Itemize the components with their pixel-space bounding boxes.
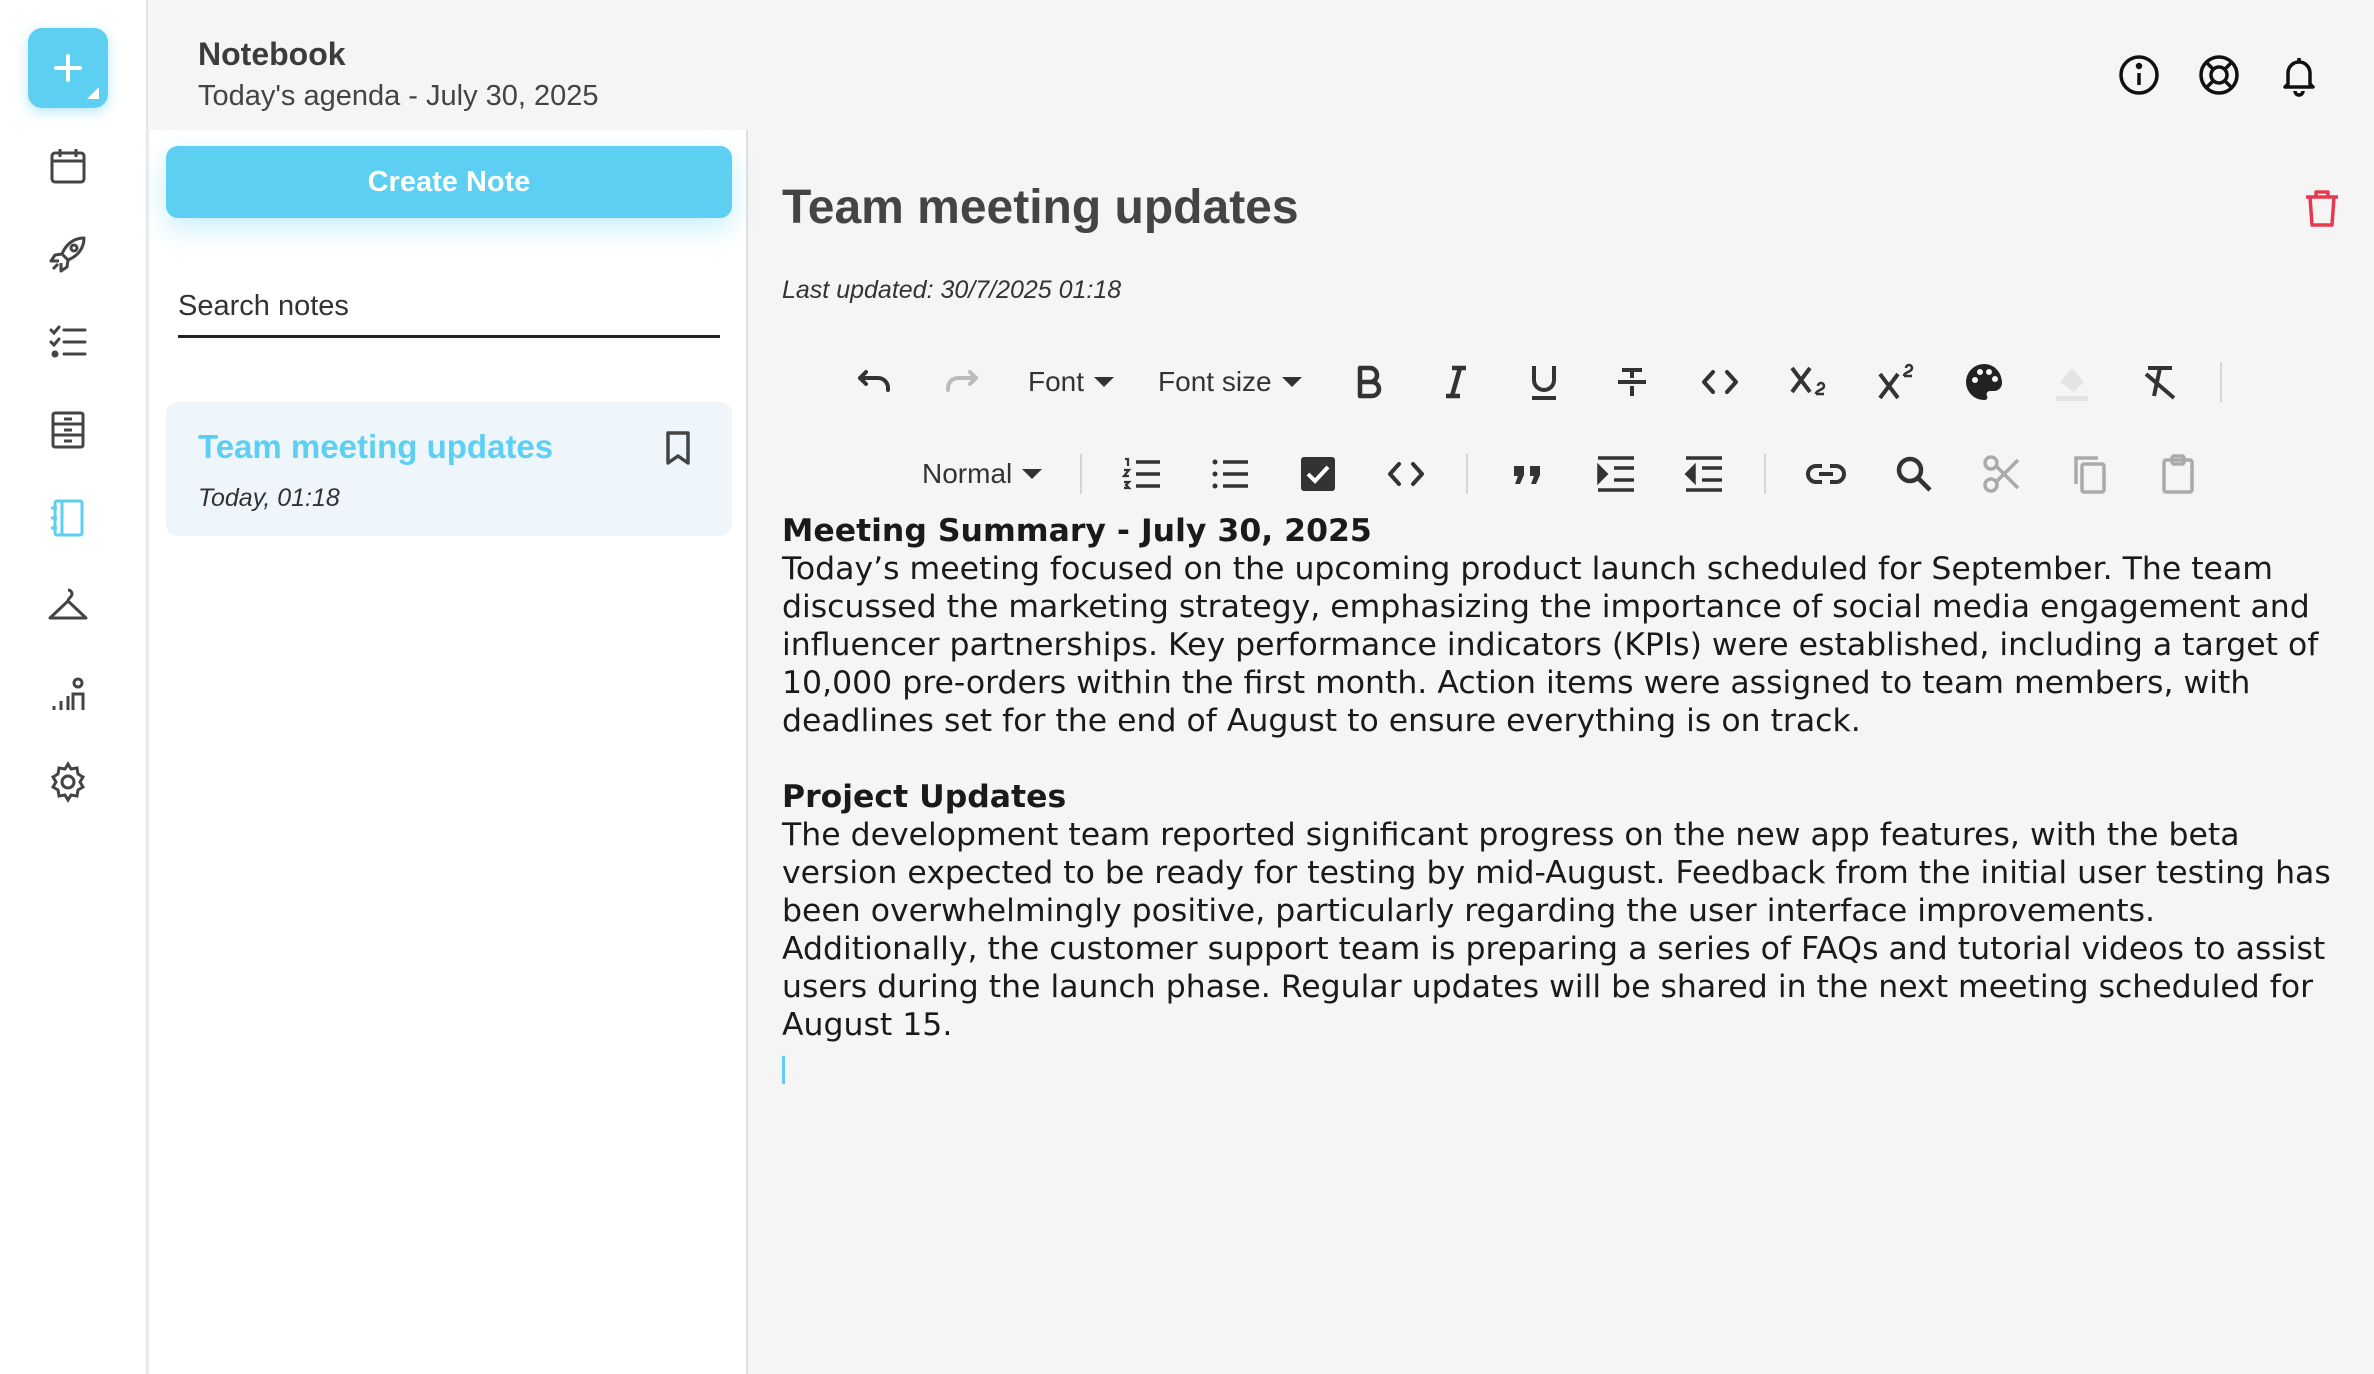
bookmark-icon[interactable] bbox=[658, 428, 698, 468]
underline-icon bbox=[1522, 360, 1566, 404]
chevron-down-icon bbox=[1282, 377, 1302, 387]
note-list-item[interactable] bbox=[166, 402, 732, 536]
bold-icon bbox=[1346, 360, 1390, 404]
note-item-time: Today, 01:18 bbox=[198, 484, 340, 512]
find-button[interactable] bbox=[1884, 444, 1944, 504]
chevron-down-icon bbox=[1094, 377, 1114, 387]
rail-item-settings[interactable] bbox=[40, 754, 96, 810]
notebook-icon bbox=[46, 496, 90, 540]
checklist-button[interactable] bbox=[1288, 444, 1348, 504]
quote-icon bbox=[1506, 452, 1550, 496]
search-input[interactable] bbox=[178, 278, 720, 335]
text-color-button[interactable] bbox=[1954, 352, 2014, 412]
copy-button[interactable] bbox=[2060, 444, 2120, 504]
content-paragraph-2: The development team reported significant progress on the new app features, with the beta version expected to be ready for testing by mid-August. Feedback from the initial user testing has been overwhelmingly positive, particularly regarding the user interface improvements. Additionally, the customer support team is preparing a series of FAQs and tutorial videos to assist users during the launch phase. Regular updates will be shared in the next meeting scheduled for August 15. bbox=[782, 817, 2331, 1043]
outdent-button[interactable] bbox=[1674, 444, 1734, 504]
clear-format-icon bbox=[2138, 360, 2182, 404]
app-title: Notebook bbox=[198, 36, 346, 72]
code-block-button[interactable] bbox=[1376, 444, 1436, 504]
indent-button[interactable] bbox=[1586, 444, 1646, 504]
toolbar-row-1 bbox=[830, 352, 2238, 412]
code-icon bbox=[1698, 360, 1742, 404]
rail-item-calendar[interactable] bbox=[40, 138, 96, 194]
bell-icon bbox=[2276, 52, 2322, 98]
lifebuoy-icon bbox=[2196, 52, 2242, 98]
underline-button[interactable] bbox=[1514, 352, 1574, 412]
toolbar-divider bbox=[2220, 362, 2222, 402]
add-button[interactable] bbox=[28, 28, 108, 108]
bold-button[interactable] bbox=[1338, 352, 1398, 412]
chevron-down-icon bbox=[1022, 469, 1042, 479]
delete-icon[interactable] bbox=[2300, 186, 2344, 230]
note-editor bbox=[750, 130, 2374, 1374]
bullet-list-button[interactable] bbox=[1200, 444, 1260, 504]
fill-bucket-icon bbox=[2050, 360, 2094, 404]
font-dropdown-label: Font bbox=[1028, 366, 1085, 397]
clear-formatting-button[interactable] bbox=[2130, 352, 2190, 412]
toolbar-divider bbox=[1466, 454, 1468, 494]
redo-button[interactable] bbox=[932, 352, 992, 412]
clipboard-icon bbox=[2156, 452, 2200, 496]
gear-icon bbox=[46, 760, 90, 804]
create-note-button[interactable]: Create Note bbox=[166, 146, 732, 218]
note-body[interactable] bbox=[782, 512, 2342, 1044]
numbered-list-button[interactable] bbox=[1112, 444, 1172, 504]
font-size-dropdown-label: Font size bbox=[1158, 366, 1272, 397]
note-item-title: Team meeting updates bbox=[198, 428, 554, 465]
highlight-button[interactable] bbox=[2042, 352, 2102, 412]
paragraph-spacer bbox=[782, 740, 2342, 778]
block-format-label: Normal bbox=[922, 458, 1013, 489]
indent-icon bbox=[1594, 452, 1638, 496]
app-subtitle: Today's agenda - July 30, 2025 bbox=[198, 80, 599, 112]
toolbar-divider bbox=[1764, 454, 1766, 494]
redo-icon bbox=[940, 360, 984, 404]
subscript-icon bbox=[1786, 360, 1830, 404]
checklist-icon bbox=[46, 320, 90, 364]
search-icon bbox=[1892, 452, 1936, 496]
bullet-list-icon bbox=[1208, 452, 1252, 496]
content-paragraph-1: Today’s meeting focused on the upcoming product launch scheduled for September. The team discussed the marketing strategy, emphasizing the importance of social media engagement and influencer partnerships. Key performance indicators (KPIs) were established, including a target of 10,000 pre-orders within the first month. Action items were assigned to team members, with deadlines set for the end of August to ensure everything is on track. bbox=[782, 551, 2319, 739]
block-format-dropdown[interactable] bbox=[922, 444, 1042, 504]
numbered-list-icon bbox=[1120, 452, 1164, 496]
font-dropdown[interactable] bbox=[1028, 352, 1114, 412]
cut-button[interactable] bbox=[1972, 444, 2032, 504]
undo-button[interactable] bbox=[844, 352, 904, 412]
toolbar-divider bbox=[1080, 454, 1082, 494]
italic-icon bbox=[1434, 360, 1478, 404]
rail-item-tasks[interactable] bbox=[40, 314, 96, 370]
content-heading-1: Meeting Summary - July 30, 2025 bbox=[782, 513, 1372, 549]
outdent-icon bbox=[1682, 452, 1726, 496]
subscript-button[interactable] bbox=[1778, 352, 1838, 412]
add-menu-corner bbox=[87, 87, 99, 99]
help-button[interactable] bbox=[2194, 50, 2244, 100]
text-cursor bbox=[782, 1056, 785, 1084]
checkbox-icon bbox=[1296, 452, 1340, 496]
code-icon bbox=[1384, 452, 1428, 496]
rail-item-notebook[interactable] bbox=[40, 490, 96, 546]
info-button[interactable] bbox=[2114, 50, 2164, 100]
rail-item-analytics[interactable] bbox=[40, 666, 96, 722]
paste-button[interactable] bbox=[2148, 444, 2208, 504]
strikethrough-icon bbox=[1610, 360, 1654, 404]
notifications-button[interactable] bbox=[2274, 50, 2324, 100]
note-title[interactable]: Team meeting updates bbox=[782, 181, 1299, 234]
content-heading-2: Project Updates bbox=[782, 779, 1067, 815]
rocket-icon bbox=[46, 232, 90, 276]
palette-icon bbox=[1962, 360, 2006, 404]
italic-button[interactable] bbox=[1426, 352, 1486, 412]
superscript-button[interactable] bbox=[1866, 352, 1926, 412]
undo-icon bbox=[852, 360, 896, 404]
link-button[interactable] bbox=[1796, 444, 1856, 504]
calendar-icon bbox=[46, 144, 90, 188]
inline-code-button[interactable] bbox=[1690, 352, 1750, 412]
last-updated: Last updated: 30/7/2025 01:18 bbox=[782, 276, 1122, 304]
stats-person-icon bbox=[46, 672, 90, 716]
superscript-icon bbox=[1874, 360, 1918, 404]
rail-item-hanger[interactable] bbox=[40, 578, 96, 634]
notes-panel bbox=[150, 130, 748, 1374]
font-size-dropdown[interactable] bbox=[1158, 352, 1302, 412]
copy-icon bbox=[2068, 452, 2112, 496]
header-actions bbox=[2114, 50, 2324, 100]
toolbar-row-2 bbox=[900, 444, 2222, 504]
rail-item-rocket[interactable] bbox=[40, 226, 96, 282]
quote-button[interactable] bbox=[1498, 444, 1558, 504]
hanger-icon bbox=[46, 584, 90, 628]
strikethrough-button[interactable] bbox=[1602, 352, 1662, 412]
link-icon bbox=[1804, 452, 1848, 496]
plus-icon bbox=[48, 48, 88, 88]
drawer-icon bbox=[46, 408, 90, 452]
search-field bbox=[178, 278, 720, 338]
scissors-icon bbox=[1980, 452, 2024, 496]
rail-item-drawer[interactable] bbox=[40, 402, 96, 458]
nav-rail bbox=[0, 0, 148, 1374]
info-icon bbox=[2116, 52, 2162, 98]
